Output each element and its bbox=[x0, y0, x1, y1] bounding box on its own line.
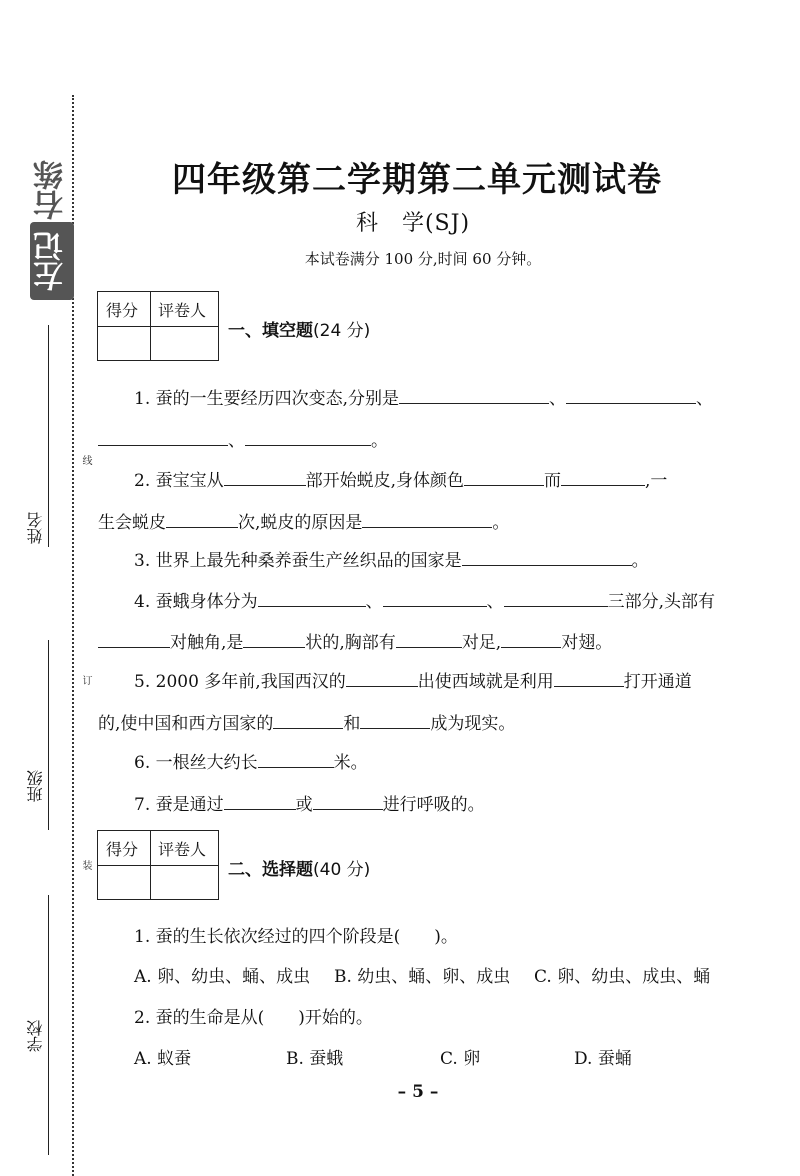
question-1: 1. 蚕的一生要经历四次变态,分别是 、 、 bbox=[134, 384, 713, 409]
question-7: 7. 蚕是通过 或 进行呼吸的。 bbox=[134, 790, 485, 815]
brand-bottom: 左记 bbox=[30, 222, 74, 300]
choice-2-option-b: B. 蚕蛾 bbox=[286, 1049, 344, 1069]
choice-2-option-a: A. 蚁蚕 bbox=[134, 1049, 192, 1069]
section-heading-2: 二、选择题(40 分) bbox=[228, 860, 371, 880]
section-heading-1: 一、填空题(24 分) bbox=[228, 321, 371, 341]
choice-1-option-c: C. 卵、幼虫、成虫、蛹 bbox=[534, 967, 711, 987]
question-5-cont: 的,使中国和西方国家的 和 成为现实。 bbox=[98, 709, 515, 734]
choice-question-1: 1. 蚕的生长依次经过的四个阶段是( )。 bbox=[134, 927, 458, 947]
question-5: 5. 2000 多年前,我国西汉的 出使西域就是利用 打开通道 bbox=[134, 667, 692, 692]
class-field-line bbox=[48, 640, 49, 830]
question-1-cont: 、 。 bbox=[98, 426, 388, 451]
score-label: 得分 bbox=[106, 840, 139, 859]
grader-label: 评卷人 bbox=[158, 840, 207, 859]
page-number: – 5 – bbox=[397, 1082, 439, 1102]
score-label: 得分 bbox=[106, 301, 139, 320]
question-2-cont: 生会蜕皮 次,蜕皮的原因是 。 bbox=[98, 508, 509, 533]
exam-info: 本试卷满分 100 分,时间 60 分钟。 bbox=[304, 250, 542, 268]
school-field-line bbox=[48, 895, 49, 1155]
question-4-cont: 对触角,是 状的,胸部有 对足, 对翅。 bbox=[98, 628, 612, 653]
choice-2-option-d: D. 蚕蛹 bbox=[574, 1049, 632, 1069]
brand-top: 右练 bbox=[34, 160, 69, 220]
question-6: 6. 一根丝大约长 米。 bbox=[134, 748, 368, 773]
choice-1-option-a: A. 卵、幼虫、蛹、成虫 bbox=[134, 967, 311, 987]
cut-mark-line: 线 bbox=[80, 455, 91, 465]
grader-label: 评卷人 bbox=[158, 301, 207, 320]
class-field-label: 班级 bbox=[26, 770, 45, 802]
name-field-line bbox=[48, 325, 49, 547]
question-4: 4. 蚕蛾身体分为 、 、 三部分,头部有 bbox=[134, 587, 715, 612]
school-field-label: 学校 bbox=[26, 1020, 45, 1052]
question-2: 2. 蚕宝宝从 部开始蜕皮,身体颜色 而 ,一 bbox=[134, 466, 667, 491]
name-field-label: 姓名 bbox=[26, 512, 45, 544]
subject-title: 科 学(SJ) bbox=[355, 211, 471, 236]
choice-1-option-b: B. 幼虫、蛹、卵、成虫 bbox=[334, 967, 511, 987]
cut-mark-bind: 订 bbox=[80, 675, 91, 685]
score-box-2 bbox=[97, 830, 219, 900]
choice-2-option-c: C. 卵 bbox=[440, 1049, 481, 1069]
page-title: 四年级第二学期第二单元测试卷 bbox=[172, 160, 662, 200]
choice-question-2: 2. 蚕的生命是从( )开始的。 bbox=[134, 1008, 373, 1028]
cut-mark-staple: 装 bbox=[80, 860, 91, 870]
question-3: 3. 世界上最先种桑养蚕生产丝织品的国家是 。 bbox=[134, 546, 649, 571]
score-box-1 bbox=[97, 291, 219, 361]
